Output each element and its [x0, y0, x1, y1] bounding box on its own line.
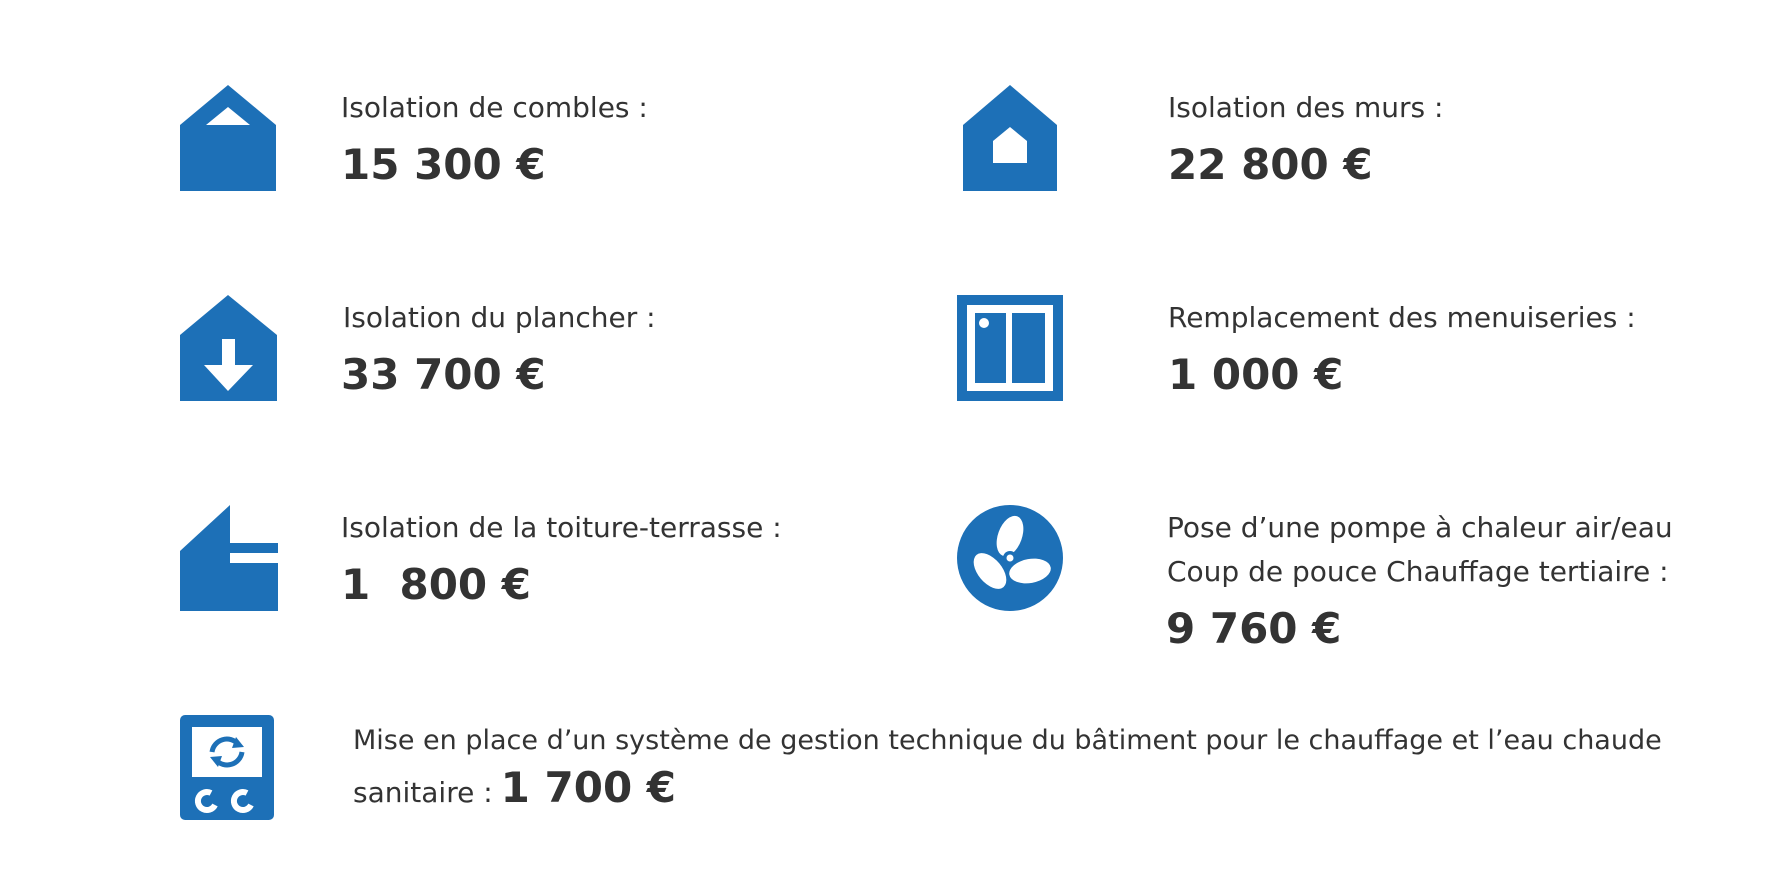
building-management-controller-icon: [180, 715, 274, 820]
building-management-label-line2-wrap: [353, 763, 677, 815]
window-icon: [957, 295, 1063, 401]
heat-pump-value: 9 760 €: [1166, 604, 1342, 653]
floor-insulation-label: Isolation du plancher :: [343, 301, 656, 334]
wall-insulation-icon: [963, 85, 1057, 191]
window-replacement-label: Remplacement des menuiseries :: [1168, 301, 1636, 334]
building-management-value: 1 700 €: [500, 763, 677, 812]
window-replacement-value: 1 000 €: [1168, 350, 1344, 399]
building-management-label-line1: Mise en place d’un système de gestion technique du bâtiment pour le chauffage et l’eau chaude: [353, 725, 1662, 756]
flat-roof-insulation-value: 1 800 €: [341, 560, 531, 609]
attic-insulation-label: Isolation de combles :: [341, 91, 648, 124]
heat-pump-label-line2: Coup de pouce Chauffage tertiaire :: [1167, 555, 1669, 588]
wall-insulation-value: 22 800 €: [1168, 140, 1373, 189]
heat-pump-fan-icon: [957, 505, 1063, 611]
flat-roof-icon: [180, 505, 278, 611]
attic-insulation-icon: [180, 85, 276, 191]
heat-pump-label-line1: Pose d’une pompe à chaleur air/eau: [1167, 511, 1673, 544]
attic-insulation-value: 15 300 €: [341, 140, 546, 189]
wall-insulation-label: Isolation des murs :: [1168, 91, 1444, 124]
floor-insulation-icon: [180, 295, 277, 401]
floor-insulation-value: 33 700 €: [341, 350, 546, 399]
building-management-label-line2: sanitaire :: [353, 776, 493, 809]
flat-roof-insulation-label: Isolation de la toiture-terrasse :: [341, 511, 782, 544]
